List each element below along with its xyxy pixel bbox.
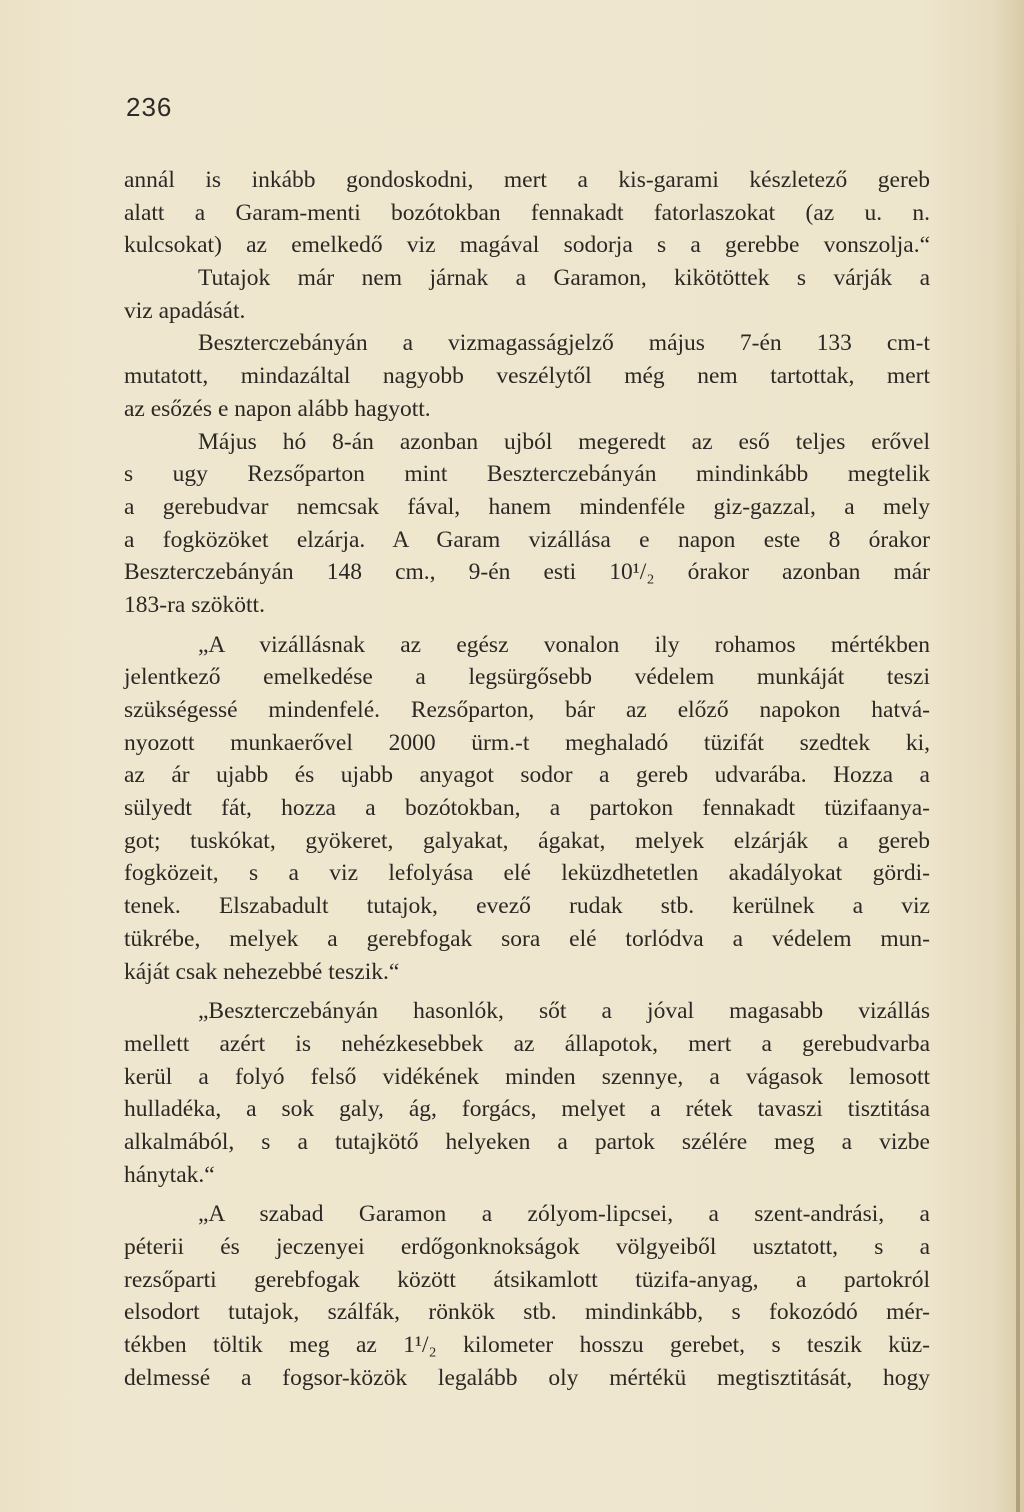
paragraph-gap (124, 988, 930, 995)
text-line: annál is inkább gondoskodni, mert a kis-garami készletező gereb (124, 167, 930, 193)
text-line: hánytak.“ (124, 1161, 215, 1188)
text-line: Beszterczebányán a vizmagasságjelző május 7-én 133 cm-t (198, 330, 930, 357)
paragraph-gap (124, 622, 930, 629)
text-line: got; tuskókat, gyökeret, galyakat, ágakat, melyek elzárják a gereb (124, 827, 930, 854)
text-line: delmessé a fogsor-közök legalább oly mértékü megtisztitását, hogy (124, 1364, 930, 1391)
text-line: „Beszterczebányán hasonlók, sőt a jóval magasabb vizállás (198, 998, 930, 1025)
text-line: „A szabad Garamon a zólyom-lipcsei, a szent-andrási, a (198, 1201, 930, 1228)
text-line: alkalmából, s a tutajkötő helyeken a partok szélére meg a vizbe (124, 1128, 930, 1155)
text-line: rezsőparti gerebfogak között átsikamlott tüzifa-anyag, a partokról (124, 1266, 930, 1293)
text-line: Tutajok már nem járnak a Garamon, kikötöttek s várják a (198, 265, 930, 292)
text-line: kulcsokat) az emelkedő viz magával sodorja s a gerebbe vonszolja.“ (124, 232, 930, 259)
text-line: tenek. Elszabadult tutajok, evező rudak stb. kerülnek a viz (124, 893, 930, 920)
text-line: péterii és jeczenyei erdőgonknokságok völgyeiből usztatott, s a (124, 1234, 930, 1260)
text-line: szükségessé mindenfelé. Rezsőparton, bár az előző napokon hatvá- (124, 697, 930, 723)
page-edge-shadow (1016, 180, 1020, 1512)
text-line: az esőzés e napon alább hagyott. (124, 395, 431, 422)
text-line: fogközeit, s a viz lefolyása elé leküzdhetetlen akadályokat gördi- (124, 860, 930, 887)
text-line: tükrébe, melyek a gerebfogak sora elé torlódva a védelem mun- (124, 925, 930, 952)
text-line: tékben töltik meg az 1¹/₂ kilometer hosszu gerebet, s teszik küz- (124, 1332, 930, 1359)
text-line: a gerebudvar nemcsak fával, hanem mindenféle giz-gazzal, a mely (124, 493, 930, 520)
page-number: 236 (126, 92, 173, 122)
text-line: s ugy Rezsőparton mint Beszterczebányán mindinkább megtelik (124, 461, 930, 488)
text-line: viz apadását. (124, 297, 246, 324)
text-line: Május hó 8-án azonban ujból megeredt az eső teljes erővel (198, 428, 930, 455)
text-line: sülyedt fát, hozza a bozótokban, a partokon fennakadt tüzifaanya- (124, 795, 930, 822)
text-line: „A vizállásnak az egész vonalon ily rohamos mértékben (198, 631, 930, 658)
text-line: nyozott munkaerővel 2000 ürm.-t meghaladó tüzifát szedtek ki, (124, 729, 930, 756)
text-line: mutatott, mindazáltal nagyobb veszélytől még nem tartottak, mert (124, 363, 930, 390)
text-line: 183-ra szökött. (124, 591, 265, 618)
body-text (124, 164, 930, 1394)
text-line: Beszterczebányán 148 cm., 9-én esti 10¹/₂ órakor azonban már (124, 559, 930, 586)
text-line: jelentkező emelkedése a legsürgősebb védelem munkáját teszi (124, 664, 930, 691)
text-line: káját csak nehezebbé teszik.“ (124, 958, 400, 985)
text-line: kerül a folyó felső vidékének minden szennye, a vágasok lemosott (124, 1063, 930, 1090)
text-line: alatt a Garam-menti bozótokban fennakadt fatorlaszokat (az u. n. (124, 199, 930, 226)
text-line: mellett azért is nehézkesebbek az állapotok, mert a gerebudvarba (124, 1030, 930, 1057)
paragraph-gap (124, 1191, 930, 1198)
text-line: elsodort tutajok, szálfák, rönkök stb. mindinkább, s fokozódó mér- (124, 1299, 930, 1326)
text-line: a fogközöket elzárja. A Garam vizállása e napon este 8 órakor (124, 526, 930, 553)
text-line: az ár ujabb és ujabb anyagot sodor a gereb udvarába. Hozza a (124, 762, 930, 789)
text-line: hulladéka, a sok galy, ág, forgács, melyet a rétek tavaszi tisztitása (124, 1096, 930, 1123)
